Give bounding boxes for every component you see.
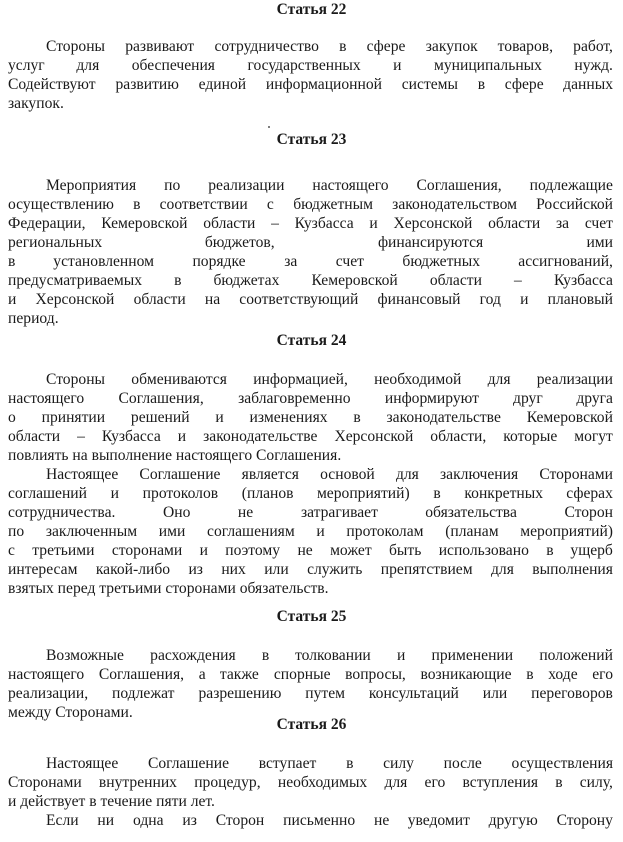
article-24-line: с третьими сторонами и поэтому не может быть использовано в ущерб bbox=[8, 542, 613, 559]
article-24-line: Настоящее Соглашение является основой для заключения Сторонами bbox=[46, 466, 613, 483]
article-25-heading: Статья 25 bbox=[276, 608, 347, 625]
article-23-line: осуществлению в соответствии с бюджетным законодательством Российской bbox=[8, 196, 613, 213]
article-24-line: сотрудничества. Оно не затрагивает обязательства Сторон bbox=[8, 504, 613, 521]
article-23-line: предусматриваемых в бюджетах Кемеровской области – Кузбасса bbox=[8, 272, 613, 289]
article-24-line: Стороны обмениваются информацией, необходимой для реализации bbox=[46, 371, 613, 388]
article-24-line: по заключенным ими соглашениям и протоколам (планам мероприятий) bbox=[8, 523, 613, 540]
article-24-heading: Статья 24 bbox=[276, 332, 347, 349]
article-22-heading: Статья 22 bbox=[276, 1, 347, 18]
article-25-line: Возможные расхождения в толковании и применении положений bbox=[46, 647, 613, 664]
article-24-line: интересам какой-либо из них или служить препятствием для выполнения bbox=[8, 561, 613, 578]
article-24-line: соглашений и протоколов (планов мероприятий) в конкретных сферах bbox=[8, 485, 613, 502]
article-25-line: настоящего Соглашения, а также спорные вопросы, возникающие в ходе его bbox=[8, 666, 613, 683]
article-26-line: и действует в течение пяти лет. bbox=[8, 793, 215, 810]
article-26-line: Если ни одна из Сторон письменно не уведомит другую Сторону bbox=[46, 812, 613, 829]
article-22-line: Стороны развивают сотрудничество в сфере закупок товаров, работ, bbox=[46, 38, 613, 55]
article-22-line: услуг для обеспечения государственных и муниципальных нужд. bbox=[8, 57, 613, 74]
scan-speck bbox=[268, 126, 270, 128]
article-23-line: и Херсонской области на соответствующий финансовый год и плановый bbox=[8, 291, 613, 308]
article-23-heading: Статья 23 bbox=[276, 131, 347, 148]
article-26-heading: Статья 26 bbox=[276, 716, 347, 733]
article-23-line: Федерации, Кемеровской области – Кузбасса и Херсонской области за счет bbox=[8, 215, 613, 232]
article-25-line: между Сторонами. bbox=[8, 704, 133, 721]
article-23-line: в установленном порядке за счет бюджетных ассигнований, bbox=[8, 253, 613, 270]
article-23-line: период. bbox=[8, 310, 59, 327]
article-24-line: настоящего Соглашения, заблаговременно информируют друг друга bbox=[8, 390, 613, 407]
article-26-line: Сторонами внутренних процедур, необходимых для его вступления в силу, bbox=[8, 774, 613, 791]
article-23-line: Мероприятия по реализации настоящего Соглашения, подлежащие bbox=[46, 177, 613, 194]
article-24-line: области – Кузбасса и законодательстве Херсонской области, которые могут bbox=[8, 428, 613, 445]
article-24-line: взятых перед третьими сторонами обязательств. bbox=[8, 580, 329, 597]
article-25-line: реализации, подлежат разрешению путем консультаций или переговоров bbox=[8, 685, 613, 702]
article-24-line: о принятии решений и изменениях в законодательстве Кемеровской bbox=[8, 409, 613, 426]
article-23-line: региональных бюджетов, финансируются ими bbox=[8, 234, 613, 251]
article-26-line: Настоящее Соглашение вступает в силу после осуществления bbox=[46, 755, 613, 772]
article-22-line: Содействуют развитию единой информационной системы в сфере данных bbox=[8, 76, 613, 93]
article-24-line: повлиять на выполнение настоящего Соглашения. bbox=[8, 447, 342, 464]
article-22-line: закупок. bbox=[8, 95, 64, 112]
